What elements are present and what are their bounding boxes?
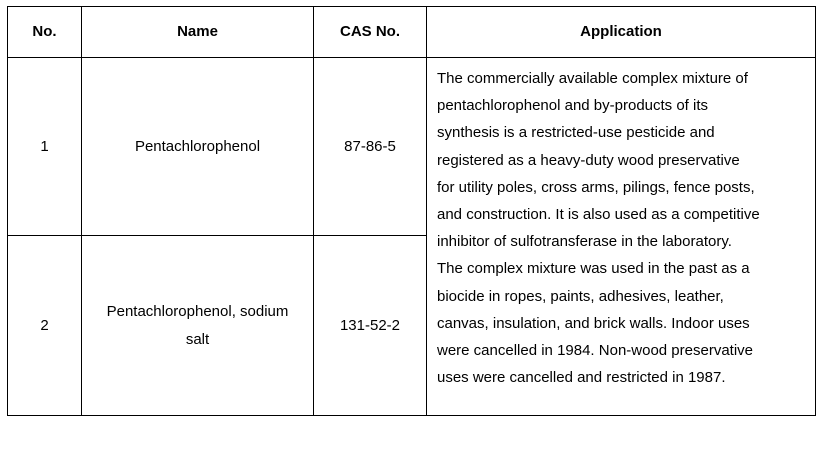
data-table (7, 6, 816, 416)
header-no (8, 7, 81, 57)
table-border-bottom (7, 415, 816, 416)
header-name (82, 7, 313, 57)
table-row-1-name: Pentachlorophenol (134, 137, 261, 155)
header-no-label: No. (32, 23, 57, 40)
table-row-1-cas: 87-86-5 (344, 137, 396, 155)
header-application-label: Application (580, 23, 662, 40)
header-cas (314, 7, 426, 57)
header-cas-label: CAS No. (340, 23, 400, 40)
column-divider (426, 6, 427, 416)
table-row-2-no: 2 (40, 316, 49, 334)
header-application (427, 7, 815, 57)
application-text: The commercially available complex mixture of pentachlorophenol and by-products of its synthesis is a restricted-use pesticide and registered as a heavy-duty wood preservative for utility poles, cross arms, pilings, fence posts, and construction. It is also used as a competitive inhibitor of sulfotransferase in the laboratory. The complex mixture was used in the past as a biocide in ropes, paints, adhesives, leather, canvas, insulation, and brick walls. Indoor uses were cancelled in 1984. Non-wood preservative uses were cancelled and restricted in 1987. (437, 70, 760, 387)
table-row-2-name: Pentachlorophenol, sodium salt (106, 302, 289, 348)
table-row-2-cas: 131-52-2 (339, 316, 401, 334)
table-row-1-no: 1 (40, 137, 49, 155)
header-name-label: Name (177, 23, 218, 40)
